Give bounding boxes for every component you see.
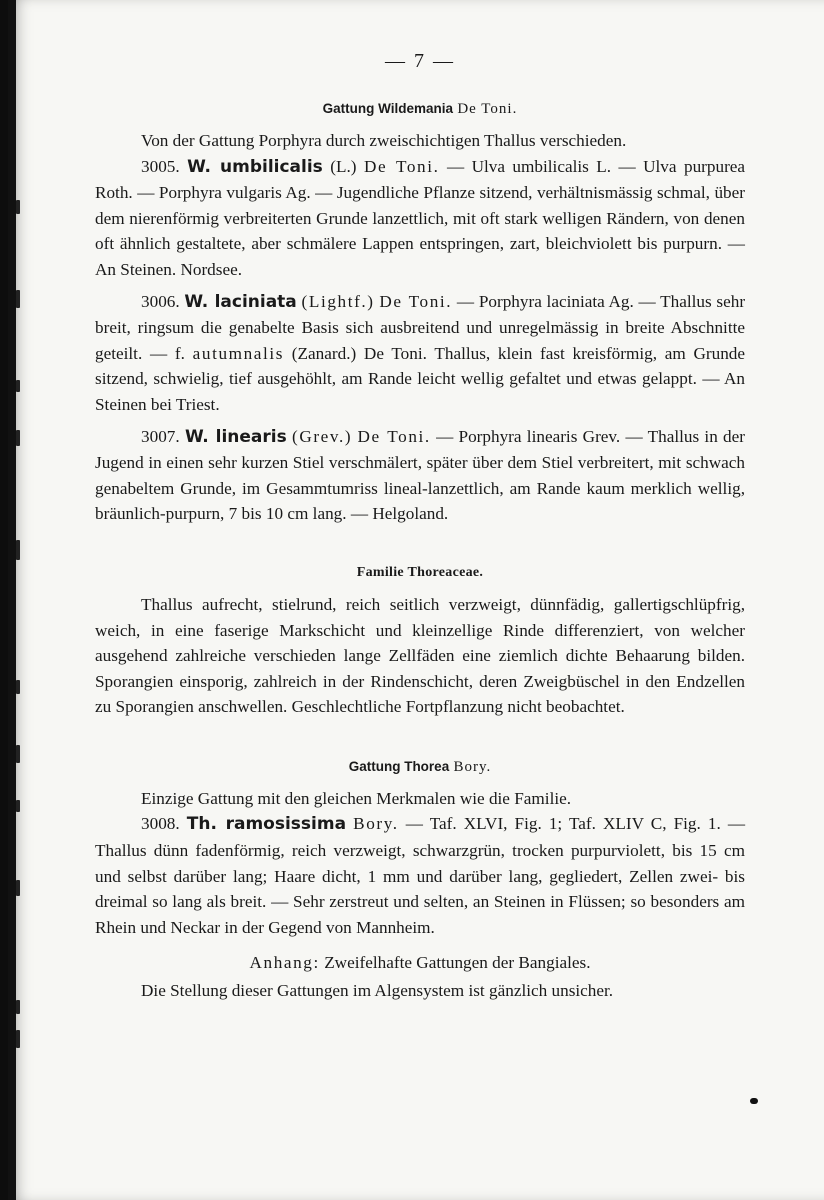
genus-heading-wildemania [95,96,745,121]
species-name: W. linearis [184,426,287,447]
speck [16,380,20,392]
speck [16,745,20,763]
speck [16,540,20,560]
binding-specks [8,0,24,1200]
species-authority: (L.) [330,156,357,176]
speck [16,800,20,812]
genus-intro: Einzige Gattung mit den gleichen Merkmalen wie die Familie. [141,788,572,808]
species-name: W. umbilicalis [187,156,323,177]
species-name: W. laciniata [184,291,297,312]
species-authority-spaced: Bory. [353,814,399,834]
species-description: — Porphyra linearis Grev. — Thallus in der Jugend in einen sehr kurzen Stiel verschmälert, später über dem Stiel verbreitert, mit schwach genabeltem Grunde, im Gesammtumriss lineal-lanzettlich, am Rande kaum merklich wellig, bräunlich-purpurn, 7 bis 10 cm lang. — Helgoland. [95,426,745,524]
species-entry-3008 [95,811,745,940]
species-authority: (Grev.) [292,426,353,446]
page-number: — 7 — [385,50,455,72]
scanned-page [8,0,824,1200]
species-description: — Porphyra laciniata Ag. — Thallus sehr breit, ringsum die genabelte Basis sich ausbreitend und unregelmässig in breite Abschnitte geteilt. — f. [95,291,746,363]
speck [16,430,20,446]
species-authority: (Lightf.) [301,291,375,311]
page-content [95,46,745,1004]
genus-author: De Toni. [457,101,518,117]
speck [16,880,20,896]
appendix-label: Anhang: [249,953,320,973]
family-heading-thoreaceae: Familie Thoreaceae. [356,564,484,580]
speck [16,290,20,308]
species-authority-spaced: De Toni. [363,156,440,176]
species-authority-spaced: De Toni. [379,291,453,311]
appendix-text: Die Stellung dieser Gattungen im Algensystem ist gänzlich unsicher. [141,981,614,1001]
appendix-title: Zweifelhafte Gattungen der Bangiales. [324,953,591,973]
species-description: — Ulva umbilicalis L. — Ulva purpurea Roth. — Porphyra vulgaris Ag. — Jugendliche Pflanze sitzend, verhältnismässig schmal, über dem nierenförmig verbreiterten Grunde lanzettlich, mit oft stark welligen Rändern, von denen oft ähnlich gestaltete, aber schmälere Lappen entspringen, zart, bleichviolett bis purpurn. — An Steinen. Nordsee. [95,156,746,279]
genus-name: Gattung Thorea [348,758,450,774]
speck [16,200,20,214]
genus-author: Bory. [453,758,492,775]
species-entry-3006 [95,289,745,418]
speck [16,1000,20,1014]
genus-heading-thorea [95,754,745,779]
form-description: (Zanard.) De Toni. Thallus, klein fast kreisförmig, am Grunde sitzend, schwielig, tief ausgehöhlt, am Rande leicht wellig gefaltet und etwas gelappt. — An Steinen bei Triest. [95,343,746,414]
speck [16,1030,20,1048]
form-name: autumnalis [192,343,285,363]
appendix-heading [95,950,745,976]
species-entry-3007 [95,424,745,527]
genus-name: Gattung Wildemania [322,101,454,116]
ink-mark [750,1098,758,1104]
entry-number: 3007. [141,426,180,446]
speck [16,680,20,694]
species-entry-3005 [95,154,745,283]
family-description: Thallus aufrecht, stielrund, reich seitlich verzweigt, dünnfädig, gallertigschlüpfrig, weich, in eine faserige Markschicht und kleinzellige Rinde differenziert, von welcher ausgehend zahlreiche verschieden lange Zellfäden eine ziemlich dichte Behaarung bilden. Sporangien einsporig, zahlreich in der Rindenschicht, deren Zweigbüschel in den Endzellen zu Sporangien anschwellen. Geschlechtliche Fortpflanzung nicht beobachtet. [95,594,745,717]
genus-intro: Von der Gattung Porphyra durch zweischichtigen Thallus verschieden. [141,131,627,150]
entry-number: 3005. [141,156,180,176]
species-name: Th. ramosissima [186,814,347,835]
species-authority-spaced: De Toni. [357,426,431,446]
entry-number: 3006. [141,291,180,311]
entry-number: 3008. [141,814,180,834]
species-description: — Taf. XLVI, Fig. 1; Taf. XLIV C, Fig. 1. — Thallus dünn fadenförmig, reich verzweigt, schwarzgrün, trocken purpurviolett, bis 15 cm und selbst darüber lang; Haare dicht, 1 mm und darüber lang, gegliedert, Zellen zwei- bis dreimal so lang als breit. — Sehr zerstreut und selten, an Steinen in Flüssen; so besonders am Rhein und Neckar in der Gegend von Mannheim. [95,814,746,937]
